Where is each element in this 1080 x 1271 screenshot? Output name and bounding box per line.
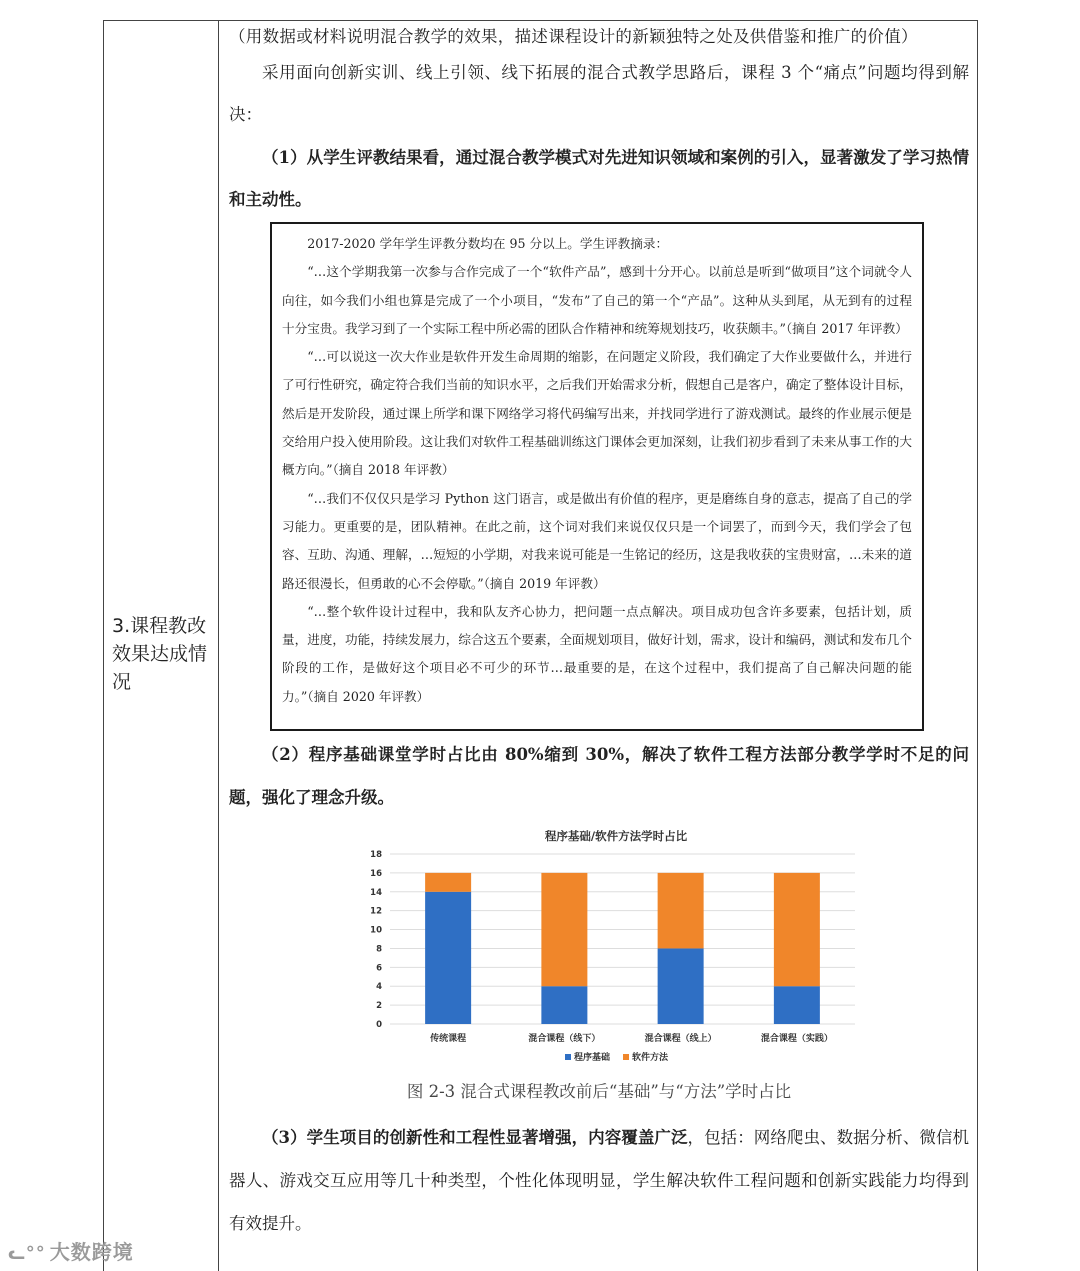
chart-svg bbox=[360, 818, 870, 1072]
y-tick-label: 2 bbox=[376, 1001, 382, 1012]
y-tick-label: 14 bbox=[370, 887, 382, 898]
point-3-body: ，包括：网络爬虫、数据分析、微信机器人、游戏交互应用等几十种类型，个性化体现明显，学生解决软件工程问题和创新实践能力均得到有效提升。 bbox=[229, 1128, 970, 1233]
y-tick-label: 0 bbox=[376, 1020, 382, 1030]
bar-0-2 bbox=[658, 948, 704, 1024]
point-1: （1）从学生评教结果看，通过混合教学模式对先进知识领域和案例的引入，显著激发了学习热情和主动性。 bbox=[229, 148, 969, 209]
y-tick-label: 6 bbox=[376, 963, 382, 974]
table-border-right bbox=[977, 20, 978, 1271]
point-3 bbox=[229, 1116, 969, 1245]
bar-0-0 bbox=[425, 892, 471, 1024]
quote-2017: “…这个学期我第一次参与合作完成了一个“软件产品”，感到十分开心。以前总是听到“做项目”这个词就令人向往，如今我们小组也算是完成了一个小项目，“发布”了自己的第一个“产品”。这种从头到尾，从无到有的过程十分宝贵。我学习到了一个实际工程中所必需的团队合作精神和统筹规划技巧，收获颇丰。”（摘自 2017 年评教） bbox=[282, 264, 912, 336]
y-tick-label: 18 bbox=[370, 850, 382, 860]
bar-0-1 bbox=[541, 986, 587, 1024]
bar-1-2 bbox=[658, 873, 704, 949]
intro-paragraph: 采用面向创新实训、线上引领、线下拓展的混合式教学思路后，课程 3 个“痛点”问题均得到解决： bbox=[229, 63, 969, 124]
x-category-label: 混合课程（线上） bbox=[644, 1034, 717, 1044]
x-category-label: 混合课程（线下） bbox=[528, 1034, 601, 1044]
y-tick-label: 16 bbox=[370, 868, 382, 879]
quotes-intro: 2017-2020 学年学生评教分数均在 95 分以上。学生评教摘录： bbox=[307, 236, 669, 251]
point-3-heading: （3）学生项目的创新性和工程性显著增强，内容覆盖广泛 bbox=[262, 1128, 688, 1147]
x-category-label: 传统课程 bbox=[430, 1034, 467, 1044]
bar-1-1 bbox=[541, 873, 587, 986]
watermark-text: 大数跨境 bbox=[49, 1240, 134, 1264]
y-tick-label: 8 bbox=[376, 944, 382, 955]
chart-title: 程序基础/软件方法学时占比 bbox=[544, 829, 688, 843]
bar-1-3 bbox=[774, 873, 820, 986]
legend-swatch-0 bbox=[565, 1054, 571, 1060]
figure-caption: 图 2-3 混合式课程教改前后“基础”与“方法”学时占比 bbox=[406, 1082, 792, 1101]
y-tick-label: 10 bbox=[370, 925, 382, 936]
watermark bbox=[8, 1236, 134, 1265]
row-label: 3.课程教改效果达成情况 bbox=[112, 615, 208, 693]
point-2: （2）程序基础课堂学时占比由 80%缩到 30%，解决了软件工程方法部分教学学时不足的问题，强化了理念升级。 bbox=[229, 745, 969, 807]
y-tick-label: 4 bbox=[376, 982, 382, 993]
bar-1-0 bbox=[425, 873, 471, 892]
watermark-logo-icon: ᓚ°° bbox=[8, 1243, 46, 1264]
table-border-left bbox=[103, 20, 104, 1271]
legend-label-1: 软件方法 bbox=[632, 1053, 669, 1063]
x-category-label: 混合课程（实践） bbox=[760, 1034, 833, 1044]
table-divider bbox=[218, 20, 219, 1271]
legend-swatch-1 bbox=[623, 1054, 629, 1060]
student-evaluation-quotes bbox=[270, 222, 924, 731]
intro-note: （用数据或材料说明混合教学的效果，描述课程设计的新颖独特之处及供借鉴和推广的价值） bbox=[229, 27, 918, 46]
y-tick-label: 12 bbox=[370, 906, 382, 917]
legend-label-0: 程序基础 bbox=[574, 1053, 611, 1063]
quote-2020: “…整个软件设计过程中，我和队友齐心协力，把问题一点点解决。项目成功包含许多要素，包括计划，质量，进度，功能，持续发展力，综合这五个要素，全面规划项目，做好计划，需求，设计和编码，测试和发布几个阶段的工作，是做好这个项目必不可少的环节…最重要的是，在这个过程中，我们提高了自己解决问题的能力。”（摘自 2020 年评教） bbox=[282, 603, 912, 704]
quote-2019: “…我们不仅仅只是学习 Python 这门语言，或是做出有价值的程序，更是磨练自身的意志，提高了自己的学习能力。更重要的是，团队精神。在此之前，这个词对我们来说仅仅只是一个词罢了，而到今天，我们学会了包容、互助、沟通、理解，…短短的小学期，对我来说可能是一生铭记的经历，这是我收获的宝贵财富，…未来的道路还很漫长，但勇敢的心不会停歇。”（摘自 2019 年评教） bbox=[282, 490, 912, 591]
stacked-bar-chart bbox=[360, 818, 870, 1072]
bar-0-3 bbox=[774, 986, 820, 1024]
quote-2018: “…可以说这一次大作业是软件开发生命周期的缩影，在问题定义阶段，我们确定了大作业要做什么，并进行了可行性研究，确定符合我们当前的知识水平，之后我们开始需求分析，假想自己是客户，确定了整体设计目标，然后是开发阶段，通过课上所学和课下网络学习将代码编写出来，并找同学进行了游戏测试。最终的作业展示便是交给用户投入使用阶段。这让我们对软件工程基础训练这门课体会更加深刻，让我们初步看到了未来从事工作的大概方向。”（摘自 2018 年评教） bbox=[282, 349, 912, 478]
